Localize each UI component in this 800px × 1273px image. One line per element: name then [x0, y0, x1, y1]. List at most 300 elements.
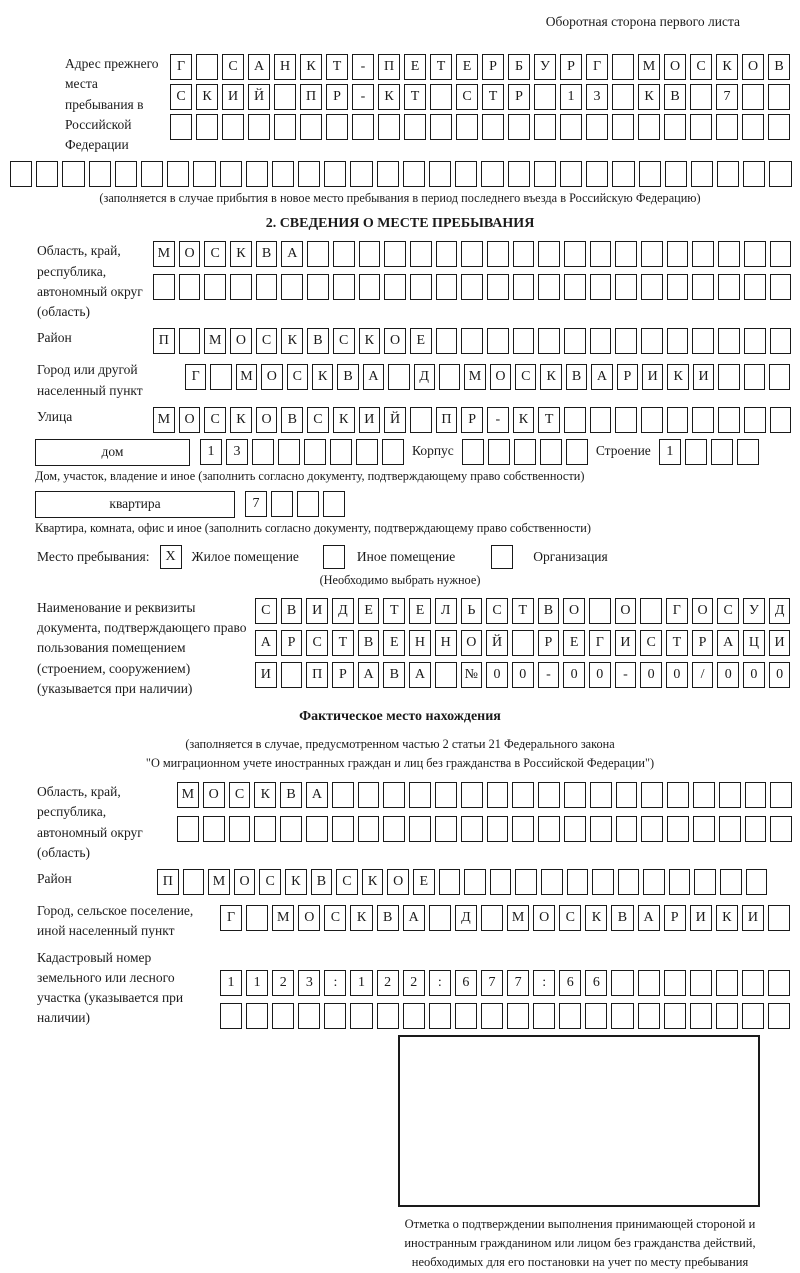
char-box: Е [456, 54, 478, 80]
char-box: М [177, 782, 199, 808]
char-box [177, 816, 199, 842]
char-box [615, 241, 637, 267]
char-box-row [170, 54, 790, 80]
char-box [254, 816, 276, 842]
char-box: Р [281, 630, 303, 656]
char-box: И [693, 364, 714, 390]
char-box: К [350, 905, 372, 931]
char-box: В [311, 869, 333, 895]
char-box [745, 816, 767, 842]
char-box: Р [692, 630, 714, 656]
char-box [332, 816, 354, 842]
char-box: К [254, 782, 276, 808]
char-box: С [204, 407, 226, 433]
char-box [359, 274, 381, 300]
char-box [36, 161, 58, 187]
char-box [482, 114, 504, 140]
char-box: С [336, 869, 358, 895]
char-box [455, 1003, 477, 1029]
char-box [487, 782, 509, 808]
char-box [513, 241, 535, 267]
char-box [667, 407, 689, 433]
char-box: М [204, 328, 226, 354]
char-box: С [306, 630, 328, 656]
char-box: Г [220, 905, 242, 931]
char-box: П [306, 662, 328, 688]
char-box: В [383, 662, 405, 688]
char-box [508, 114, 530, 140]
char-box: Е [563, 630, 585, 656]
char-box: О [615, 598, 637, 624]
char-box [745, 782, 767, 808]
char-box: И [306, 598, 328, 624]
char-box [350, 161, 372, 187]
char-box [640, 598, 662, 624]
char-box [590, 816, 612, 842]
char-box [746, 869, 768, 895]
char-box [693, 816, 715, 842]
char-box: С [717, 598, 739, 624]
char-box: 6 [455, 970, 477, 996]
region-row [0, 241, 800, 322]
char-box [769, 161, 791, 187]
char-box: : [324, 970, 346, 996]
char-box [487, 274, 509, 300]
char-box: Д [769, 598, 791, 624]
char-box: Ц [743, 630, 765, 656]
char-box: : [429, 970, 451, 996]
char-box-row [153, 241, 791, 267]
char-box: А [403, 905, 425, 931]
char-box: К [638, 84, 660, 110]
char-box [534, 114, 556, 140]
confirmation-stamp-box [398, 1035, 760, 1207]
char-box [615, 274, 637, 300]
char-box: - [615, 662, 637, 688]
char-box [403, 1003, 425, 1029]
char-box: 0 [589, 662, 611, 688]
char-box [711, 439, 733, 465]
char-box [196, 54, 218, 80]
char-box [592, 869, 614, 895]
char-box: 0 [743, 662, 765, 688]
char-box [566, 439, 588, 465]
organization-checkbox [491, 545, 513, 569]
char-box: М [153, 241, 175, 267]
char-box [690, 84, 712, 110]
char-box [383, 816, 405, 842]
confirmation-stamp-caption: Отметка о подтверждении выполнения принимающей стороной и иностранным гражданином или лицом без гражданства действий, необходимых для его постановки на учет по месту пребывания [404, 1216, 756, 1270]
char-box: А [358, 662, 380, 688]
stay-type-label: Место пребывания: [37, 548, 150, 564]
char-box [718, 364, 739, 390]
char-box [768, 114, 790, 140]
char-box [693, 782, 715, 808]
char-box: С [229, 782, 251, 808]
char-box [377, 1003, 399, 1029]
char-box [515, 869, 537, 895]
char-box: 6 [585, 970, 607, 996]
char-box [324, 161, 346, 187]
char-box [664, 1003, 686, 1029]
char-box [692, 407, 714, 433]
char-box: Б [508, 54, 530, 80]
char-box [717, 161, 739, 187]
char-box [230, 274, 252, 300]
actual-location-subtitle-2: "О миграционном учете иностранных граждан и лиц без гражданства в Российской Федерации") [145, 756, 655, 771]
previous-address-label: Адрес прежнего места пребывания в Российской Федерации [65, 56, 159, 152]
street-label: Улица [37, 408, 73, 424]
header-note: Оборотная сторона первого листа [545, 14, 740, 29]
char-box: - [352, 54, 374, 80]
char-box [409, 816, 431, 842]
char-box [461, 241, 483, 267]
char-box: В [358, 630, 380, 656]
char-box: Т [538, 407, 560, 433]
char-box [280, 816, 302, 842]
char-box: К [716, 54, 738, 80]
char-box: Р [332, 662, 354, 688]
char-box [641, 816, 663, 842]
char-box: 3 [586, 84, 608, 110]
char-box [246, 1003, 268, 1029]
char-box [352, 114, 374, 140]
char-box [564, 782, 586, 808]
district-row [0, 328, 800, 354]
char-box: С [333, 328, 355, 354]
char-box [281, 274, 303, 300]
char-box: Т [383, 598, 405, 624]
char-box: Е [413, 869, 435, 895]
char-box [512, 816, 534, 842]
char-box: Р [461, 407, 483, 433]
char-box: И [615, 630, 637, 656]
char-box: Д [455, 905, 477, 931]
char-box-row [153, 274, 791, 300]
char-box-row [245, 491, 345, 517]
char-box [356, 439, 378, 465]
char-box [643, 869, 665, 895]
char-box [560, 161, 582, 187]
char-box [641, 241, 663, 267]
residential-label: Жилое помещение [191, 548, 299, 564]
char-box [487, 241, 509, 267]
char-box: О [298, 905, 320, 931]
char-box: 2 [377, 970, 399, 996]
char-box-row [170, 114, 790, 140]
char-box: И [359, 407, 381, 433]
actual-region-row [0, 782, 800, 863]
char-box [770, 328, 792, 354]
char-box: 7 [716, 84, 738, 110]
char-box-row [462, 439, 588, 465]
char-box [667, 782, 689, 808]
char-box [590, 328, 612, 354]
char-box: Г [589, 630, 611, 656]
char-box [690, 1003, 712, 1029]
char-box [203, 816, 225, 842]
char-box: А [638, 905, 660, 931]
apartment-row [35, 491, 800, 518]
char-box: И [222, 84, 244, 110]
char-box [220, 1003, 242, 1029]
char-box: К [312, 364, 333, 390]
char-box: С [307, 407, 329, 433]
char-box-row [177, 816, 792, 842]
char-box: Й [384, 407, 406, 433]
char-box [639, 161, 661, 187]
char-box: Г [586, 54, 608, 80]
char-box-row [177, 782, 792, 808]
char-box: В [281, 598, 303, 624]
char-box: П [436, 407, 458, 433]
char-box: А [255, 630, 277, 656]
char-box: Г [666, 598, 688, 624]
char-box [692, 241, 714, 267]
char-box: Т [332, 630, 354, 656]
korpus-label: Корпус [412, 442, 454, 458]
char-box: О [230, 328, 252, 354]
char-box [429, 1003, 451, 1029]
char-box [638, 114, 660, 140]
char-box: Ь [461, 598, 483, 624]
char-box [307, 241, 329, 267]
stroenie-label: Строение [595, 442, 651, 458]
char-box [333, 241, 355, 267]
char-box: 1 [220, 970, 242, 996]
char-box [332, 782, 354, 808]
char-box [564, 328, 586, 354]
char-box: К [513, 407, 535, 433]
stay-type-note: (Необходимо выбрать нужное) [319, 572, 481, 587]
char-box [307, 274, 329, 300]
char-box [350, 1003, 372, 1029]
char-box [481, 161, 503, 187]
char-box: Д [332, 598, 354, 624]
char-box [115, 161, 137, 187]
char-box [667, 328, 689, 354]
char-box [718, 241, 740, 267]
char-box [669, 869, 691, 895]
char-box: В [337, 364, 358, 390]
char-box: М [507, 905, 529, 931]
char-box: С [559, 905, 581, 931]
char-box [744, 328, 766, 354]
char-box: В [566, 364, 587, 390]
char-box-row [255, 630, 790, 656]
char-box: О [387, 869, 409, 895]
char-box: Р [508, 84, 530, 110]
char-box: 6 [559, 970, 581, 996]
char-box [141, 161, 163, 187]
char-box [667, 241, 689, 267]
char-box [512, 630, 534, 656]
char-box-row [255, 662, 790, 688]
char-box [220, 161, 242, 187]
char-box: И [690, 905, 712, 931]
char-box: - [352, 84, 374, 110]
char-box: О [533, 905, 555, 931]
char-box [564, 241, 586, 267]
char-box-row [255, 598, 790, 624]
char-box [246, 161, 268, 187]
char-box [10, 161, 32, 187]
char-box: О [203, 782, 225, 808]
char-box: : [533, 970, 555, 996]
char-box [694, 869, 716, 895]
char-box [388, 364, 409, 390]
char-box [638, 970, 660, 996]
char-box [430, 84, 452, 110]
char-box [461, 274, 483, 300]
char-box [667, 816, 689, 842]
char-box: Е [410, 328, 432, 354]
char-box [641, 274, 663, 300]
char-box: 1 [350, 970, 372, 996]
char-box [585, 1003, 607, 1029]
char-box [274, 114, 296, 140]
char-box [487, 816, 509, 842]
char-box [665, 161, 687, 187]
char-box [383, 782, 405, 808]
char-box: И [742, 905, 764, 931]
document-label: Наименование и реквизиты документа, подтверждающего право пользования помещением (строением, сооружением) (указывается при наличии) [37, 599, 247, 696]
char-box [462, 439, 484, 465]
char-box [461, 816, 483, 842]
char-box: Р [538, 630, 560, 656]
char-box [430, 114, 452, 140]
char-box: П [300, 84, 322, 110]
char-box-row [170, 84, 790, 110]
char-box [222, 114, 244, 140]
char-box [768, 905, 790, 931]
actual-city-row [0, 901, 800, 942]
char-box: К [667, 364, 688, 390]
char-box [768, 1003, 790, 1029]
char-box [153, 274, 175, 300]
char-box: № [461, 662, 483, 688]
char-box [719, 816, 741, 842]
char-box [487, 328, 509, 354]
char-box [456, 114, 478, 140]
char-box: А [248, 54, 270, 80]
char-box: Т [482, 84, 504, 110]
char-box [326, 114, 348, 140]
char-box: О [742, 54, 764, 80]
char-box [534, 161, 556, 187]
char-box: 1 [659, 439, 681, 465]
char-box: К [362, 869, 384, 895]
char-box [333, 274, 355, 300]
char-box: В [377, 905, 399, 931]
char-box [410, 274, 432, 300]
region-label: Область, край, республика, автономный округ (область) [37, 243, 143, 319]
char-box: М [208, 869, 230, 895]
char-box [538, 816, 560, 842]
char-box [586, 161, 608, 187]
char-box [744, 364, 765, 390]
char-box [641, 782, 663, 808]
stay-type-row [37, 545, 800, 569]
char-box: К [300, 54, 322, 80]
char-box [170, 114, 192, 140]
char-box: О [664, 54, 686, 80]
char-box: 1 [560, 84, 582, 110]
char-box: Е [404, 54, 426, 80]
char-box [612, 114, 634, 140]
char-box-row [220, 970, 790, 996]
char-box: О [563, 598, 585, 624]
char-box: Р [560, 54, 582, 80]
cadastral-label: Кадастровый номер земельного или лесного участка (указывается при наличии) [37, 949, 184, 1026]
char-box [690, 970, 712, 996]
char-box: К [281, 328, 303, 354]
char-box: Т [404, 84, 426, 110]
char-box [464, 869, 486, 895]
char-box: К [359, 328, 381, 354]
char-box [615, 407, 637, 433]
char-box [436, 274, 458, 300]
city-label: Город или другой населенный пункт [37, 362, 143, 398]
char-box [377, 161, 399, 187]
char-box [508, 161, 530, 187]
char-box: К [230, 241, 252, 267]
char-box: А [591, 364, 612, 390]
char-box [768, 970, 790, 996]
char-box [716, 114, 738, 140]
char-box [358, 816, 380, 842]
char-box [514, 439, 536, 465]
char-box-row [157, 869, 767, 895]
char-box: 7 [245, 491, 267, 517]
char-box [179, 274, 201, 300]
char-box [744, 407, 766, 433]
char-box [533, 1003, 555, 1029]
char-box [378, 114, 400, 140]
char-box [193, 161, 215, 187]
char-box [229, 816, 251, 842]
char-box [359, 241, 381, 267]
char-box [612, 54, 634, 80]
char-box [692, 328, 714, 354]
char-box [513, 328, 535, 354]
char-box: Й [486, 630, 508, 656]
char-box-row [220, 1003, 790, 1029]
char-box: С [170, 84, 192, 110]
char-box-row [185, 364, 790, 390]
char-box: Е [358, 598, 380, 624]
char-box: 1 [200, 439, 222, 465]
char-box [615, 328, 637, 354]
char-box [382, 439, 404, 465]
char-box [770, 407, 792, 433]
char-box: К [196, 84, 218, 110]
char-box [62, 161, 84, 187]
actual-city-label: Город, сельское поселение, иной населенный пункт [37, 903, 194, 939]
char-box: 3 [226, 439, 248, 465]
char-box [769, 364, 790, 390]
char-box [256, 274, 278, 300]
char-box [436, 241, 458, 267]
char-box: О [256, 407, 278, 433]
char-box: Т [430, 54, 452, 80]
char-box [461, 782, 483, 808]
other-premises-checkbox [323, 545, 345, 569]
char-box: О [261, 364, 282, 390]
char-box: 7 [481, 970, 503, 996]
char-box: Р [664, 905, 686, 931]
char-box [297, 491, 319, 517]
